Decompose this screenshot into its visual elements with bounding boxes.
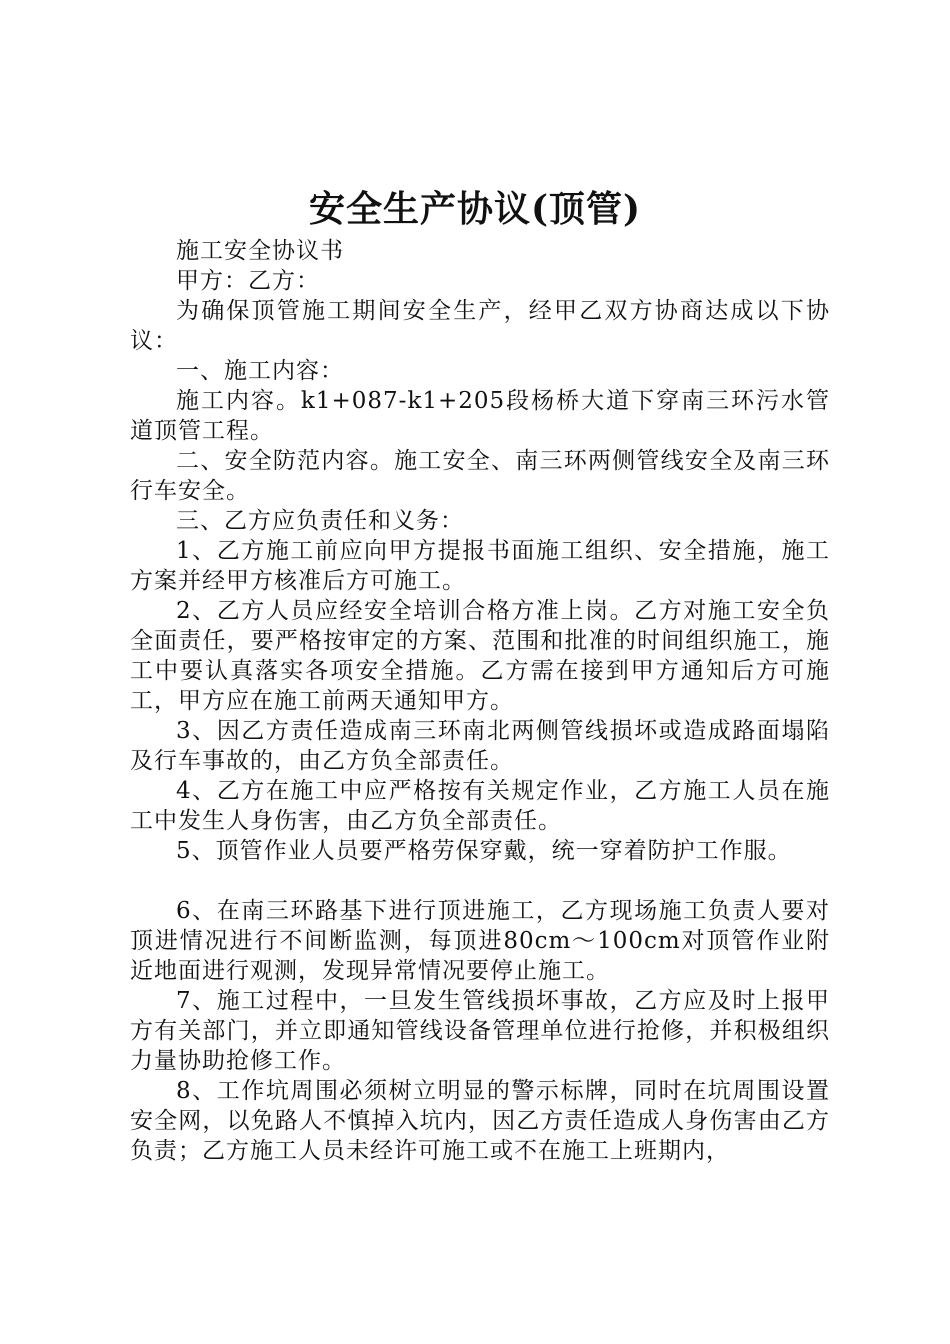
document-title: 安全生产协议(顶管)	[308, 188, 642, 230]
paragraph-content: 施工内容。k1+087-k1+205段杨桥大道下穿南三环污水管道顶管工程。	[130, 388, 830, 444]
clause-6: 6、在南三环路基下进行顶进施工，乙方现场施工负责人要对顶进情况进行不间断监测，每顶进80cm～100cm对顶管作业附近地面进行观测，发现异常情况要停止施工。	[130, 898, 830, 984]
section-heading-1: 一、施工内容：	[176, 358, 344, 384]
clause-2: 2、乙方人员应经安全培训合格方准上岗。乙方对施工安全负全面责任，要严格按审定的方案、范围和批准的时间组织施工，施工中要认真落实各项安全措施。乙方需在接到甲方通知后方可施工，甲方应在施工前两天通知甲方。	[130, 598, 830, 714]
section-heading-2: 二、安全防范内容。施工安全、南三环两侧管线安全及南三环行车安全。	[130, 448, 830, 504]
clause-3: 3、因乙方责任造成南三环南北两侧管线损坏或造成路面塌陷及行车事故的，由乙方负全部责任。	[130, 718, 830, 774]
paragraph-intro: 为确保顶管施工期间安全生产，经甲乙双方协商达成以下协议：	[130, 298, 830, 354]
clause-7: 7、施工过程中，一旦发生管线损坏事故，乙方应及时上报甲方有关部门，并立即通知管线设备管理单位进行抢修，并积极组织力量协助抢修工作。	[130, 988, 830, 1074]
clause-4: 4、乙方在施工中应严格按有关规定作业，乙方施工人员在施工中发生人身伤害，由乙方负全部责任。	[130, 778, 830, 834]
clause-5: 5、顶管作业人员要严格劳保穿戴，统一穿着防护工作服。	[176, 838, 792, 864]
paragraph-parties: 甲方：乙方：	[176, 268, 320, 294]
clause-1: 1、乙方施工前应向甲方提报书面施工组织、安全措施，施工方案并经甲方核准后方可施工。	[130, 538, 830, 594]
clause-8: 8、工作坑周围必须树立明显的警示标牌，同时在坑周围设置安全网，以免路人不慎掉入坑内，因乙方责任造成人身伤害由乙方负责；乙方施工人员未经许可施工或不在施工上班期内，	[130, 1078, 830, 1164]
paragraph-heading: 施工安全协议书	[176, 238, 344, 264]
document-body	[130, 236, 830, 1166]
section-heading-3: 三、乙方应负责任和义务：	[176, 508, 464, 534]
